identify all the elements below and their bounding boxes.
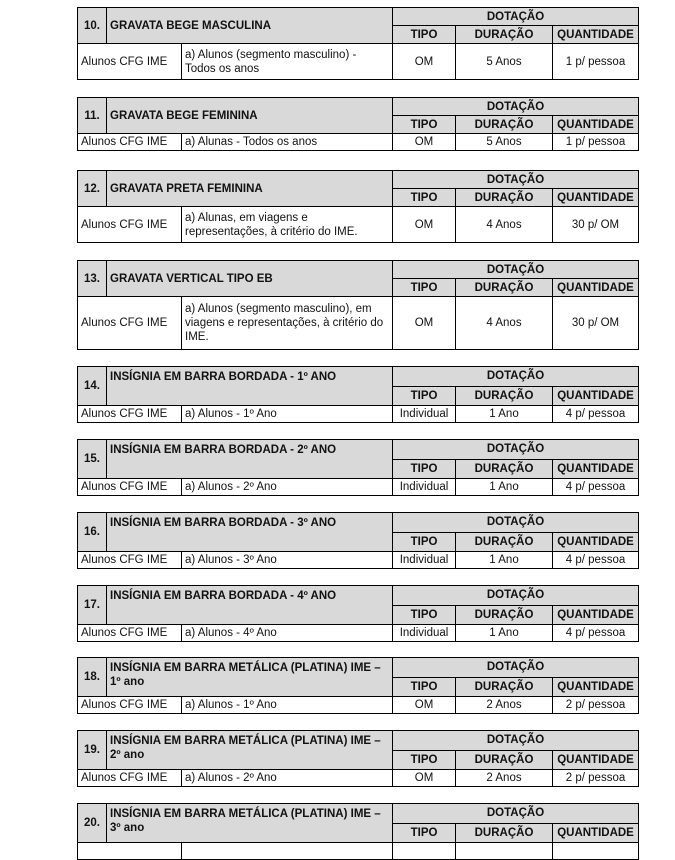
item-table xyxy=(77,260,639,350)
recipient-cell: Alunos CFG IME xyxy=(78,406,182,423)
duracao-header: DURAÇÃO xyxy=(456,750,553,770)
duracao-cell: 2 Anos xyxy=(456,770,553,787)
item-table xyxy=(77,512,639,569)
table-row xyxy=(78,625,639,642)
dotacao-header: DOTAÇÃO xyxy=(393,171,639,189)
tipo-cell: Individual xyxy=(393,552,456,569)
item-table xyxy=(77,730,639,787)
description-cell: a) Alunos (segmento masculino) - Todos os anos xyxy=(182,44,393,80)
recipient-cell: Alunos CFG IME xyxy=(78,770,182,787)
item-title: INSÍGNIA EM BARRA BORDADA - 2º ANO xyxy=(107,440,393,479)
item-table xyxy=(77,7,639,80)
tipo-header: TIPO xyxy=(393,189,456,207)
tipo-cell xyxy=(393,843,456,860)
quantidade-cell: 30 p/ OM xyxy=(553,207,639,243)
dotacao-header: DOTAÇÃO xyxy=(393,440,639,460)
duracao-cell: 1 Ano xyxy=(456,625,553,642)
recipient-cell: Alunos CFG IME xyxy=(78,134,182,151)
item-table xyxy=(77,97,639,151)
recipient-cell: Alunos CFG IME xyxy=(78,207,182,243)
quantidade-header: QUANTIDADE xyxy=(553,26,639,44)
tipo-header: TIPO xyxy=(393,279,456,297)
duracao-header: DURAÇÃO xyxy=(456,459,553,479)
quantidade-cell: 4 p/ pessoa xyxy=(553,625,639,642)
quantidade-cell: 4 p/ pessoa xyxy=(553,406,639,423)
item-title: GRAVATA BEGE MASCULINA xyxy=(107,8,393,44)
item-title: INSÍGNIA EM BARRA BORDADA - 3º ANO xyxy=(107,513,393,552)
tipo-header: TIPO xyxy=(393,605,456,625)
tipo-cell: OM xyxy=(393,207,456,243)
item-table xyxy=(77,585,639,642)
tipo-header: TIPO xyxy=(393,823,456,843)
table-row xyxy=(78,207,639,243)
tipo-cell: OM xyxy=(393,770,456,787)
quantidade-header: QUANTIDADE xyxy=(553,605,639,625)
description-cell: a) Alunas - Todos os anos xyxy=(182,134,393,151)
tipo-header: TIPO xyxy=(393,677,456,697)
duracao-header: DURAÇÃO xyxy=(456,189,553,207)
tipo-cell: OM xyxy=(393,44,456,80)
recipient-cell: Alunos CFG IME xyxy=(78,44,182,80)
dotacao-header: DOTAÇÃO xyxy=(393,586,639,606)
duracao-header: DURAÇÃO xyxy=(456,116,553,134)
dotacao-header: DOTAÇÃO xyxy=(393,261,639,279)
table-row xyxy=(78,843,639,860)
item-title: INSÍGNIA EM BARRA METÁLICA (PLATINA) IME – 2º ano xyxy=(107,731,393,770)
tipo-cell: OM xyxy=(393,134,456,151)
quantidade-cell: 1 p/ pessoa xyxy=(553,134,639,151)
dotacao-header: DOTAÇÃO xyxy=(393,731,639,751)
description-cell xyxy=(182,843,393,860)
item-title: INSÍGNIA EM BARRA METÁLICA (PLATINA) IME – 3º ano xyxy=(107,804,393,843)
quantidade-cell: 30 p/ OM xyxy=(553,297,639,350)
tipo-cell: OM xyxy=(393,697,456,714)
item-table xyxy=(77,170,639,243)
duracao-header: DURAÇÃO xyxy=(456,823,553,843)
tipo-header: TIPO xyxy=(393,26,456,44)
recipient-cell: Alunos CFG IME xyxy=(78,552,182,569)
item-number: 15. xyxy=(78,440,107,479)
item-number: 20. xyxy=(78,804,107,843)
duracao-cell: 4 Anos xyxy=(456,207,553,243)
duracao-header: DURAÇÃO xyxy=(456,386,553,406)
item-table xyxy=(77,657,639,714)
tipo-header: TIPO xyxy=(393,116,456,134)
item-title: INSÍGNIA EM BARRA BORDADA - 4º ANO xyxy=(107,586,393,625)
tipo-header: TIPO xyxy=(393,459,456,479)
quantidade-cell: 2 p/ pessoa xyxy=(553,770,639,787)
duracao-cell xyxy=(456,843,553,860)
table-row xyxy=(78,406,639,423)
duracao-cell: 1 Ano xyxy=(456,552,553,569)
recipient-cell: Alunos CFG IME xyxy=(78,697,182,714)
tipo-cell: Individual xyxy=(393,479,456,496)
duracao-cell: 5 Anos xyxy=(456,134,553,151)
dotacao-header: DOTAÇÃO xyxy=(393,98,639,116)
dotacao-header: DOTAÇÃO xyxy=(393,658,639,678)
quantidade-header: QUANTIDADE xyxy=(553,823,639,843)
tipo-header: TIPO xyxy=(393,532,456,552)
item-number: 14. xyxy=(78,367,107,406)
quantidade-cell xyxy=(553,843,639,860)
item-number: 11. xyxy=(78,98,107,134)
quantidade-header: QUANTIDADE xyxy=(553,459,639,479)
duracao-cell: 2 Anos xyxy=(456,697,553,714)
description-cell: a) Alunos - 1º Ano xyxy=(182,697,393,714)
description-cell: a) Alunos - 2º Ano xyxy=(182,770,393,787)
recipient-cell: Alunos CFG IME xyxy=(78,479,182,496)
item-number: 17. xyxy=(78,586,107,625)
item-table xyxy=(77,439,639,496)
description-cell: a) Alunos - 2º Ano xyxy=(182,479,393,496)
table-row xyxy=(78,44,639,80)
duracao-cell: 1 Ano xyxy=(456,479,553,496)
duracao-cell: 1 Ano xyxy=(456,406,553,423)
quantidade-cell: 1 p/ pessoa xyxy=(553,44,639,80)
dotacao-header: DOTAÇÃO xyxy=(393,804,639,824)
item-title: INSÍGNIA EM BARRA METÁLICA (PLATINA) IME – 1º ano xyxy=(107,658,393,697)
description-cell: a) Alunos - 1º Ano xyxy=(182,406,393,423)
recipient-cell: Alunos CFG IME xyxy=(78,297,182,350)
quantidade-header: QUANTIDADE xyxy=(553,386,639,406)
tipo-cell: OM xyxy=(393,297,456,350)
duracao-header: DURAÇÃO xyxy=(456,677,553,697)
item-title: INSÍGNIA EM BARRA BORDADA - 1º ANO xyxy=(107,367,393,406)
item-number: 12. xyxy=(78,171,107,207)
duracao-header: DURAÇÃO xyxy=(456,26,553,44)
quantidade-cell: 2 p/ pessoa xyxy=(553,697,639,714)
dotacao-header: DOTAÇÃO xyxy=(393,513,639,533)
quantidade-header: QUANTIDADE xyxy=(553,677,639,697)
item-title: GRAVATA VERTICAL TIPO EB xyxy=(107,261,393,297)
duracao-cell: 5 Anos xyxy=(456,44,553,80)
dotacao-header: DOTAÇÃO xyxy=(393,8,639,26)
description-cell: a) Alunos - 4º Ano xyxy=(182,625,393,642)
duracao-header: DURAÇÃO xyxy=(456,532,553,552)
item-number: 18. xyxy=(78,658,107,697)
table-row xyxy=(78,479,639,496)
quantidade-header: QUANTIDADE xyxy=(553,279,639,297)
recipient-cell xyxy=(78,843,182,860)
table-row xyxy=(78,697,639,714)
item-title: GRAVATA PRETA FEMININA xyxy=(107,171,393,207)
item-title: GRAVATA BEGE FEMININA xyxy=(107,98,393,134)
duracao-header: DURAÇÃO xyxy=(456,279,553,297)
dotacao-header: DOTAÇÃO xyxy=(393,367,639,387)
table-row xyxy=(78,770,639,787)
duracao-cell: 4 Anos xyxy=(456,297,553,350)
table-row xyxy=(78,297,639,350)
table-row xyxy=(78,552,639,569)
item-number: 19. xyxy=(78,731,107,770)
table-row xyxy=(78,134,639,151)
tipo-cell: Individual xyxy=(393,406,456,423)
description-cell: a) Alunas, em viagens e representações, à critério do IME. xyxy=(182,207,393,243)
item-table xyxy=(77,366,639,423)
quantidade-cell: 4 p/ pessoa xyxy=(553,552,639,569)
description-cell: a) Alunos (segmento masculino), em viagens e representações, à critério do IME. xyxy=(182,297,393,350)
description-cell: a) Alunos - 3º Ano xyxy=(182,552,393,569)
tipo-header: TIPO xyxy=(393,750,456,770)
item-number: 13. xyxy=(78,261,107,297)
quantidade-header: QUANTIDADE xyxy=(553,189,639,207)
item-table xyxy=(77,803,639,860)
item-number: 10. xyxy=(78,8,107,44)
item-number: 16. xyxy=(78,513,107,552)
quantidade-header: QUANTIDADE xyxy=(553,532,639,552)
quantidade-header: QUANTIDADE xyxy=(553,116,639,134)
tipo-cell: Individual xyxy=(393,625,456,642)
tipo-header: TIPO xyxy=(393,386,456,406)
quantidade-header: QUANTIDADE xyxy=(553,750,639,770)
recipient-cell: Alunos CFG IME xyxy=(78,625,182,642)
duracao-header: DURAÇÃO xyxy=(456,605,553,625)
quantidade-cell: 4 p/ pessoa xyxy=(553,479,639,496)
